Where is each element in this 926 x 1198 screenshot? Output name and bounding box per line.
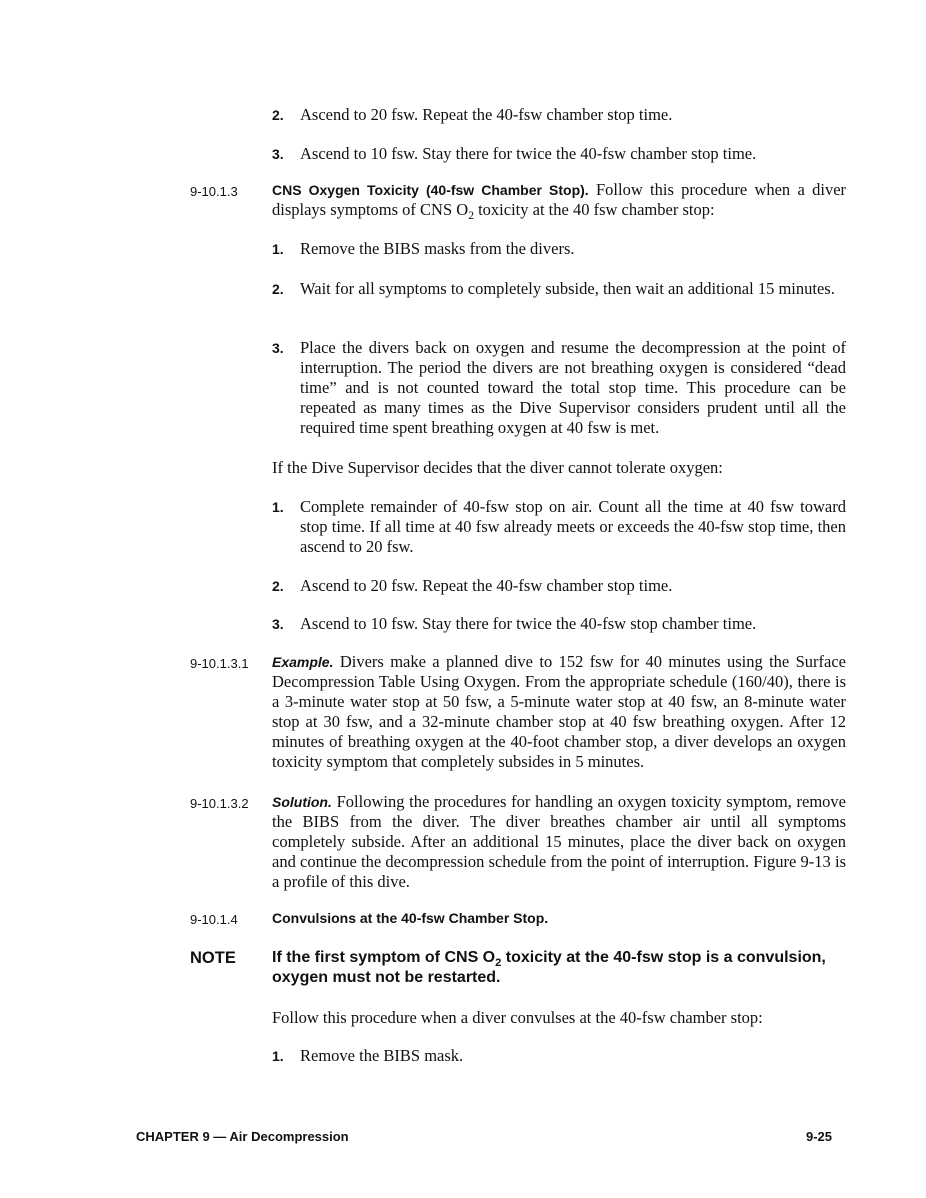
subscript: 2 [468,210,474,223]
section-paragraph [272,180,847,223]
note-text [272,948,846,988]
note-text-end: toxicity at the 40-fsw stop is a convulsion, oxygen must not be restarted. [272,949,826,986]
list-number: 1. [272,499,284,515]
list-number: 2. [272,578,284,594]
list-number: 1. [272,241,284,257]
footer-chapter: CHAPTER 9 — Air Decompression [136,1129,349,1144]
section-paragraph [272,908,846,928]
note-text-start: If the first symptom of CNS O [272,949,496,966]
footer-page-number: 9-25 [806,1129,833,1144]
section-number: 9-10.1.4 [190,912,238,927]
paragraph: If the Dive Supervisor decides that the diver cannot tolerate oxygen: [272,458,723,477]
section-heading: CNS Oxygen Toxicity (40-fsw Chamber Stop). [272,182,589,198]
section-number: 9-10.1.3.2 [190,796,249,811]
section-intro-end: toxicity at the 40 fsw chamber stop: [473,200,715,219]
note-label: NOTE [190,949,236,967]
section-heading: Convulsions at the 40-fsw Chamber Stop. [272,910,549,926]
list-text: Complete remainder of 40-fsw stop on air. Count all the time at 40 fsw toward stop time. If all time at 40 fsw already meets or exceeds the 40-fsw stop time, then ascend to 20 fsw. [300,497,846,556]
list-text: Ascend to 20 fsw. Repeat the 40-fsw chamber stop time. [300,576,673,595]
list-number: 1. [272,1048,284,1064]
solution-paragraph [272,792,846,892]
list-text: Wait for all symptoms to completely subside, then wait an additional 15 minutes. [300,279,835,298]
solution-text: Following the procedures for handling an oxygen toxicity symptom, remove the BIBS from the diver. The diver breathes chamber air until all symptoms completely subside. After an additional 15 minutes, place the diver back on oxygen and continue the decompression schedule from the point of interruption. Figure 9-13 is a profile of this dive. [272,792,846,891]
section-intro: Follow this procedure when a diver displays symptoms of CNS O [272,180,847,219]
list-number: 3. [272,616,284,632]
section-number: 9-10.1.3 [190,184,238,199]
example-label: Example. [272,654,334,670]
example-paragraph [272,652,846,772]
solution-label: Solution. [272,794,332,810]
list-text: Ascend to 10 fsw. Stay there for twice the 40-fsw stop chamber time. [300,614,757,633]
list-text: Ascend to 20 fsw. Repeat the 40-fsw chamber stop time. [300,105,673,124]
list-number: 2. [272,281,284,297]
list-number: 2. [272,107,284,123]
list-number: 3. [272,340,284,356]
section-number: 9-10.1.3.1 [190,656,249,671]
list-text: Remove the BIBS masks from the divers. [300,239,575,258]
list-text: Place the divers back on oxygen and resume the decompression at the point of interruption. The period the divers are not breathing oxygen is considered “dead time” and is not counted toward the total stop time. This procedure can be repeated as many times as the Dive Supervisor considers prudent until all the required time spent breathing oxygen at 40 fsw is met. [300,338,846,437]
list-number: 3. [272,146,284,162]
list-text: Ascend to 10 fsw. Stay there for twice the 40-fsw chamber stop time. [300,144,757,163]
subscript: 2 [495,956,502,969]
list-text: Remove the BIBS mask. [300,1046,464,1065]
paragraph: Follow this procedure when a diver convulses at the 40-fsw chamber stop: [272,1008,763,1027]
example-text: Divers make a planned dive to 152 fsw for 40 minutes using the Surface Decompression Table Using Oxygen. From the appropriate schedule (160/40), there is a 3-minute water stop at 50 fsw, a 5-minute water stop at 40 fsw, an 8-minute water stop at 30 fsw, and a 32-minute chamber stop at 40 fsw breathing oxygen. After 12 minutes of breathing oxygen at the 40-foot chamber stop, a diver develops an oxygen toxicity symptom that completely subsides in 5 minutes. [272,652,847,771]
